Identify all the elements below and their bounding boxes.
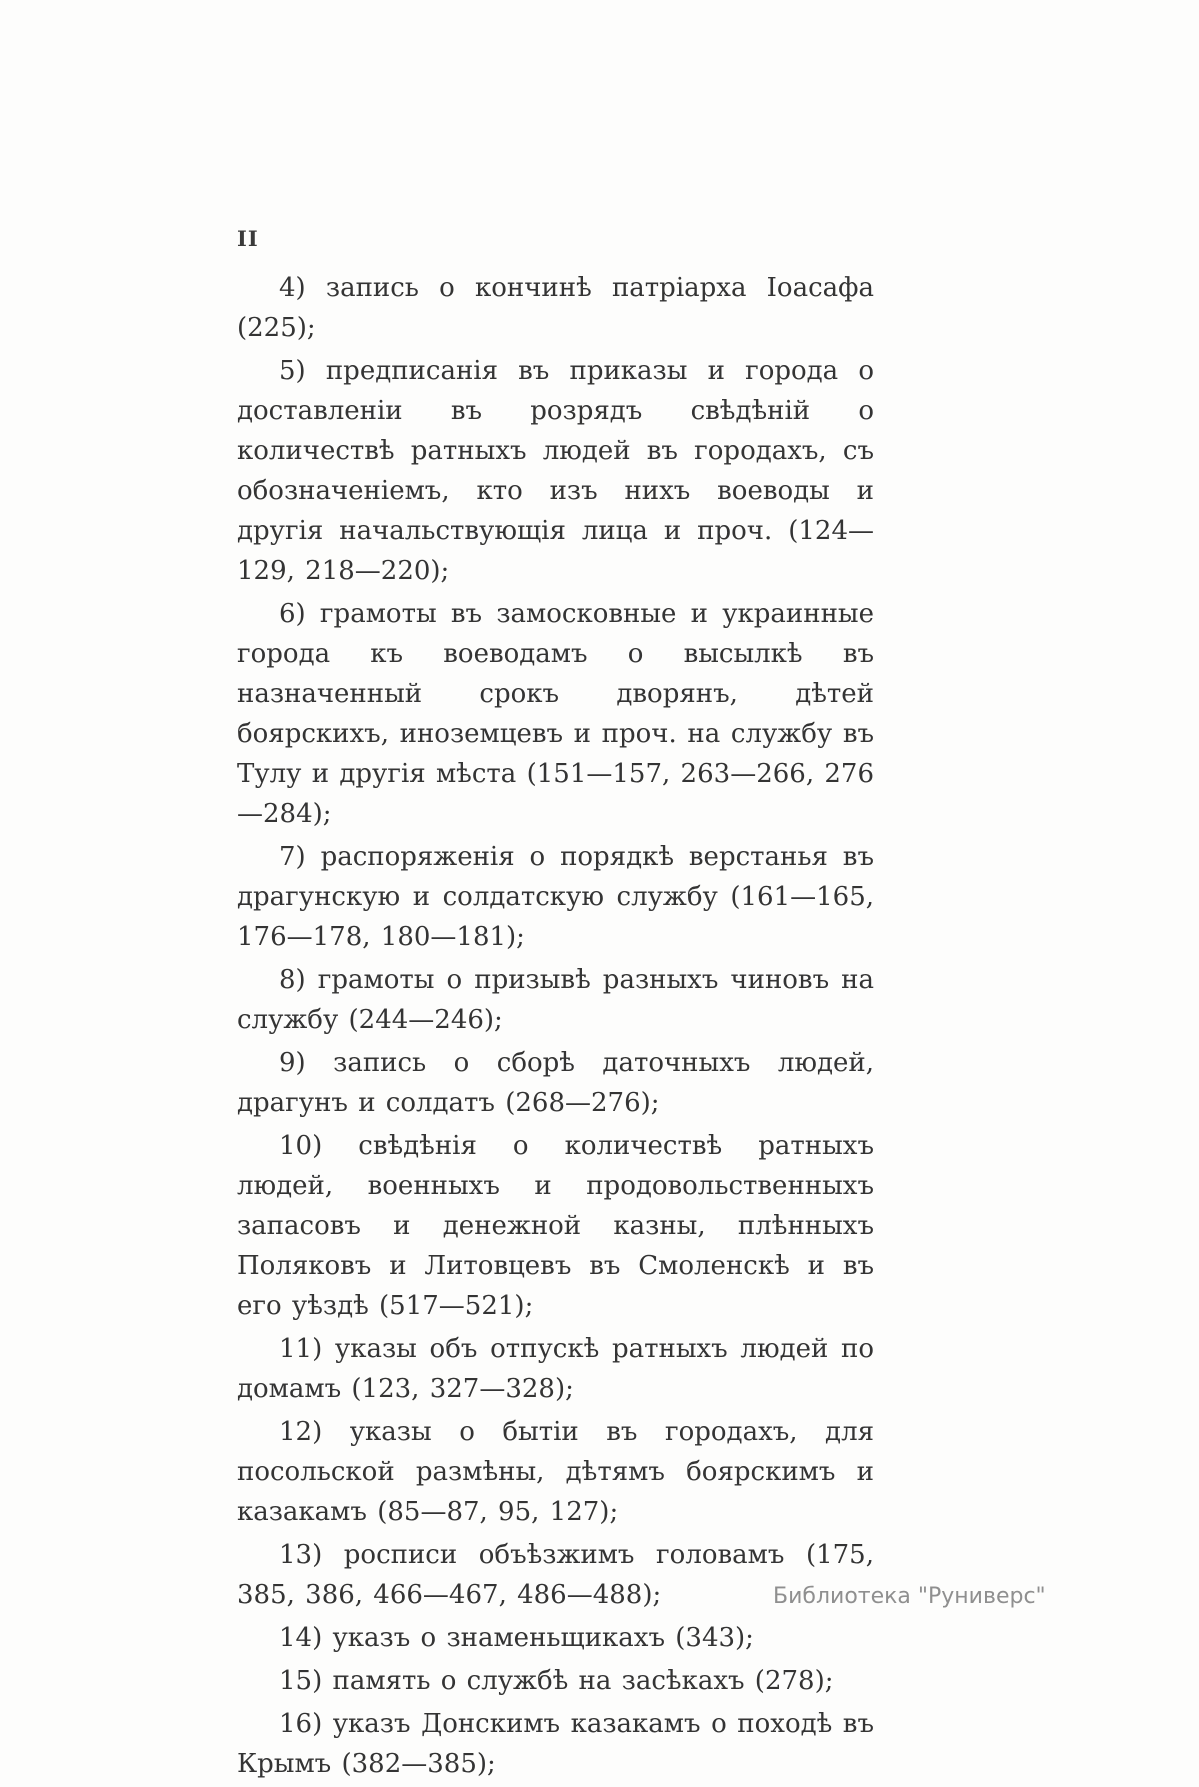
toc-entry-4: 4) запись о кончинѣ патріарха Іоасафа (225); <box>237 273 874 343</box>
toc-entry-9: 9) запись о сборѣ даточныхъ людей, драгунъ и солдатъ (268—276); <box>237 1048 874 1118</box>
toc-entry-14: 14) указъ о знаменьщикахъ (343); <box>279 1623 754 1653</box>
toc-entry-12: 12) указы о бытіи въ городахъ, для посольской размѣны, дѣтямъ боярскимъ и казакамъ (85—87, 95, 127); <box>237 1417 874 1527</box>
toc-entry-6: 6) грамоты въ замосковные и украинные города къ воеводамъ о высылкѣ въ назначенный срокъ дворянъ, дѣтей боярскихъ, иноземцевъ и проч. на службу въ Тулу и другія мѣста (151—157, 263—266, 276—284); <box>237 599 874 829</box>
toc-entry-15: 15) память о службѣ на засѣкахъ (278); <box>279 1666 834 1696</box>
toc-entry-8: 8) грамоты о призывѣ разныхъ чиновъ на службу (244—246); <box>237 965 874 1035</box>
page-number: II <box>237 226 259 251</box>
toc-entry-11: 11) указы объ отпускѣ ратныхъ людей по домамъ (123, 327—328); <box>237 1334 874 1404</box>
toc-entry-5: 5) предписанія въ приказы и города о доставленіи въ розрядъ свѣдѣній о количествѣ ратныхъ людей въ городахъ, съ обозначеніемъ, кто изъ нихъ воеводы и другія начальствующія лица и проч. (124—129, 218—220); <box>237 356 874 586</box>
toc-entry-16: 16) указъ Донскимъ казакамъ о походѣ въ Крымъ (382—385); <box>237 1709 874 1779</box>
toc-entry-13: 13) росписи объѣзжимъ головамъ (175, 385, 386, 466—467, 486—488); <box>237 1540 874 1610</box>
text-block <box>237 268 874 1787</box>
toc-entry-10: 10) свѣдѣнія о количествѣ ратныхъ людей, военныхъ и продовольственныхъ запасовъ и денежной казны, плѣнныхъ Поляковъ и Литовцевъ въ Смоленскѣ и въ его уѣздѣ (517—521); <box>237 1131 874 1321</box>
toc-entry-7: 7) распоряженія о порядкѣ верстанья въ драгунскую и солдатскую службу (161—165, 176—178, 180—181); <box>237 842 874 952</box>
library-watermark: Библиотека "Руниверс" <box>773 1584 1046 1609</box>
